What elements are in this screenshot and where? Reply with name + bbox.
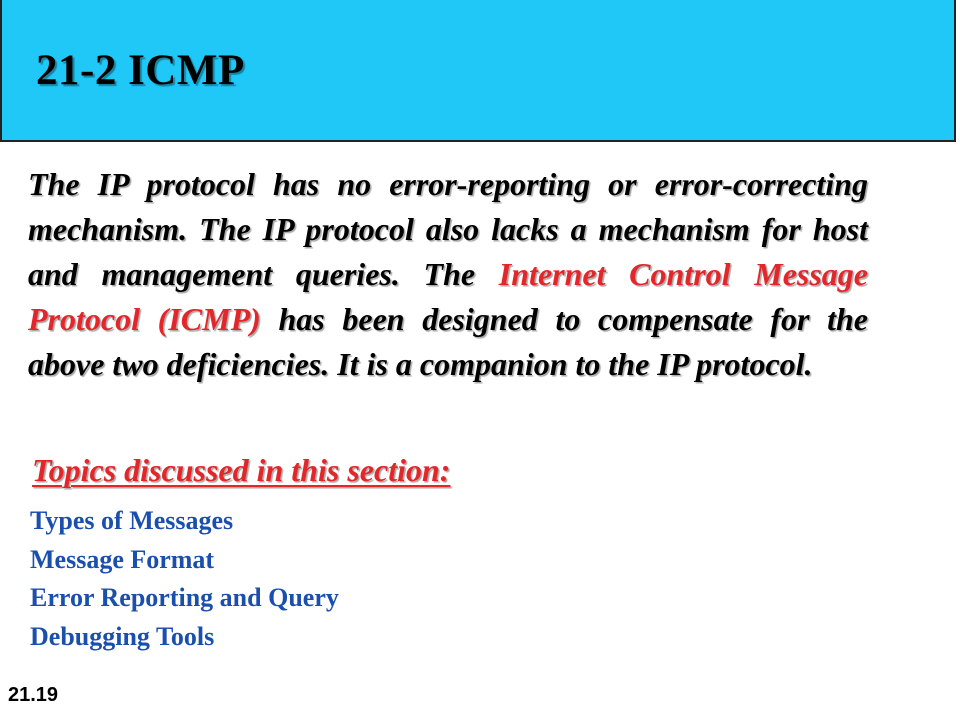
title-bar [0, 0, 956, 142]
topics-heading: Topics discussed in this section: [32, 452, 451, 488]
topic-item: Error Reporting and Query [30, 583, 339, 612]
body-text-part2: has been designed to compensate for the above two deficiencies. It is a companion to the IP protocol. [28, 301, 868, 382]
topic-item: Debugging Tools [30, 621, 215, 651]
topic-item: Types of Messages [30, 506, 234, 535]
topics-list [30, 502, 339, 656]
body-paragraph [28, 162, 868, 387]
slide-title: 21-2 ICMP [36, 47, 245, 94]
topic-item: Message Format [30, 544, 215, 574]
body-text-part1: The IP protocol has no error-reporting or error-correcting mechanism. The IP protocol also lacks a mechanism for host and management queries. The [28, 166, 868, 292]
page-number: 21.19 [8, 684, 59, 706]
body-highlight-icmp: Internet Control Message Protocol (ICMP) [28, 256, 869, 337]
